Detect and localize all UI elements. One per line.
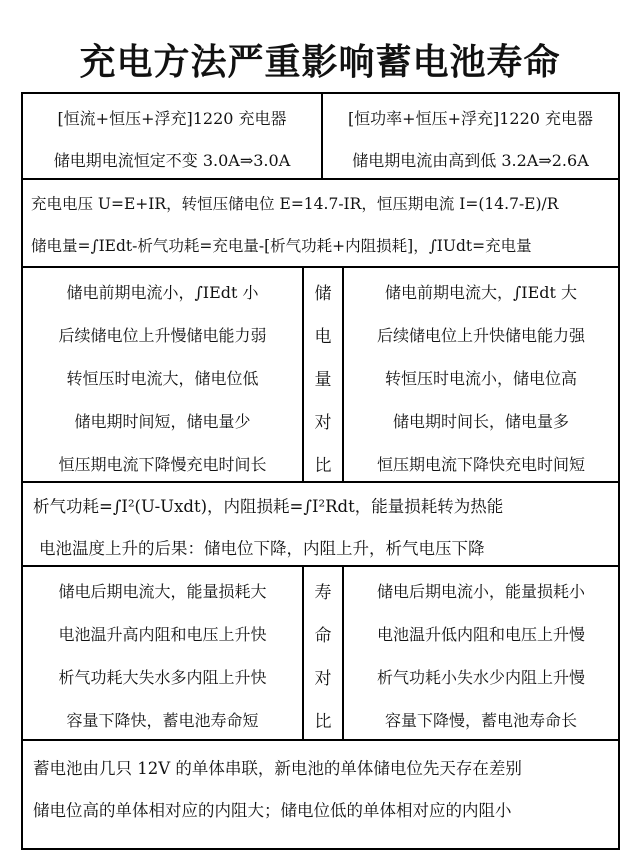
text-line: 储电后期电流小，能量损耗小 [376,582,585,601]
lifespan-label-cell [302,567,342,739]
storage-label-cell [302,268,342,481]
vertical-label-char: 电 [314,327,332,347]
text-line: [恒功率+恒压+浮充]1220 充电器 [347,109,594,128]
vertical-label-char: 储 [314,284,332,304]
text-line: 转恒压时电流大，储电位低 [66,369,259,388]
text-line: 储电量=∫IEdt-析气功耗=充电量-[析气功耗+内阻损耗]，∫IUdt=充电量 [31,237,532,255]
loss-formula-row [23,483,618,567]
charger-right-cell [321,94,618,178]
text-line: 析气功耗大失水多内阻上升快 [58,668,267,687]
text-line: 电池温升低内阻和电压上升慢 [376,625,585,644]
text-line: 储电位高的单体相对应的内阻大；储电位低的单体相对应的内阻小 [33,801,512,820]
formula-row [23,180,618,268]
vertical-label-char: 寿 [314,583,332,603]
text-line: 储电期电流由高到低 3.2A⇒2.6A [352,151,589,170]
text-line: 析气功耗小失水少内阻上升慢 [376,668,585,687]
text-line: 蓄电池由几只 12V 的单体串联，新电池的单体储电位先天存在差别 [33,759,522,778]
vertical-label-char: 比 [314,712,332,732]
storage-left-cell [23,268,302,481]
lifespan-comparison-row [23,567,618,741]
storage-right-cell [342,268,618,481]
vertical-label-char: 命 [314,626,332,646]
lifespan-right-cell [342,567,618,739]
text-line: 恒压期电流下降慢充电时间长 [58,455,267,474]
vertical-label-char: 比 [314,456,332,476]
charger-left-cell [23,94,321,178]
text-line: 后续储电位上升慢储电能力弱 [58,326,267,345]
text-line: 储电期时间长，储电量多 [392,412,569,431]
text-line: 储电前期电流大，∫IEdt 大 [384,283,578,302]
text-line: 恒压期电流下降快充电时间短 [376,455,585,474]
text-line: 储电期时间短，储电量少 [74,412,251,431]
text-line: 容量下降慢，蓄电池寿命长 [384,711,577,730]
text-line: [恒流+恒压+浮充]1220 充电器 [57,109,287,128]
cell-difference-row [23,741,618,848]
text-line: 转恒压时电流小，储电位高 [384,369,577,388]
text-line: 析气功耗=∫I²(U-Uxdt)，内阻损耗=∫I²Rdt，能量损耗转为热能 [33,497,504,516]
text-line: 电池温度上升的后果：储电位下降，内阻上升，析气电压下降 [39,539,485,558]
text-line: 储电期电流恒定不变 3.0A⇒3.0A [53,151,291,170]
text-line: 后续储电位上升快储电能力强 [376,326,585,345]
vertical-label-char: 对 [314,413,332,433]
storage-comparison-row [23,268,618,483]
comparison-table [21,92,620,850]
text-line: 储电后期电流大，能量损耗大 [58,582,267,601]
text-line: 储电前期电流小，∫IEdt 小 [66,283,259,302]
charger-comparison-row [23,94,618,180]
text-line: 容量下降快，蓄电池寿命短 [66,711,259,730]
page-title: 充电方法严重影响蓄电池寿命 [79,41,561,83]
vertical-label-char: 量 [314,370,332,390]
text-line: 电池温升高内阻和电压上升快 [58,625,267,644]
lifespan-left-cell [23,567,302,739]
vertical-label-char: 对 [314,669,332,689]
text-line: 充电电压 U=E+IR，转恒压储电位 E=14.7-IR，恒压期电流 I=(14.7-E)/R [31,195,559,213]
